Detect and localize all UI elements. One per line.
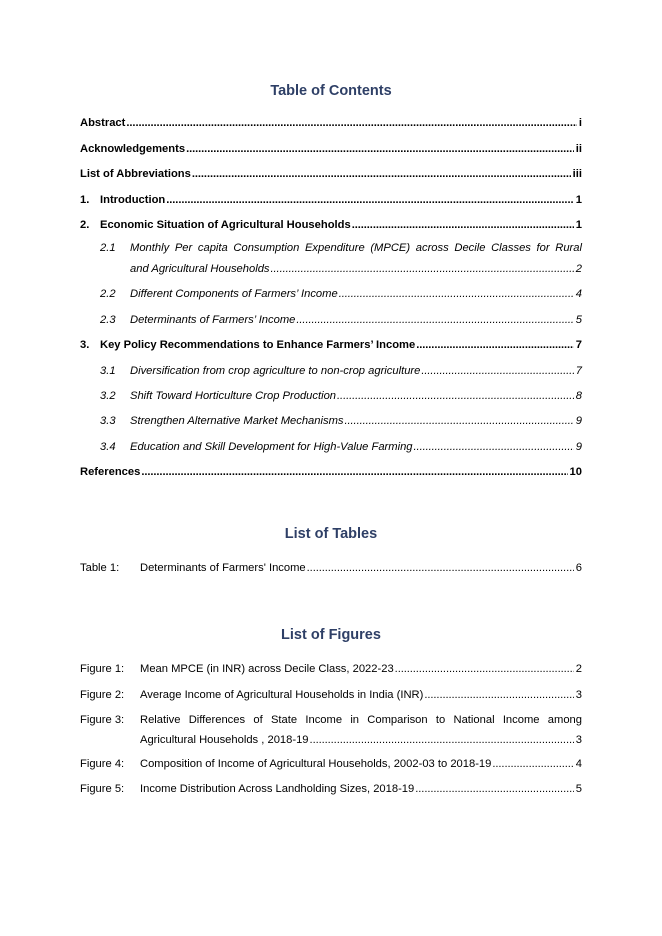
figure-entry-5[interactable] [80,782,582,796]
toc-entry-components[interactable] [100,287,582,301]
toc-entry-page: 7 [575,365,582,377]
toc-entry-number: 3.2 [100,390,116,402]
toc-entry-text-line2: and Agricultural Households [130,263,270,275]
figure-entry-page: 3 [575,734,582,746]
figure-entry-label: Figure 5: [80,783,125,795]
figure-entry-page: 4 [575,758,582,770]
toc-entry-text: Education and Skill Development for High-Value Farming [130,441,413,453]
dot-leader [166,193,574,207]
figure-entry-label: Figure 4: [80,758,125,770]
toc-entry-mpce-line2[interactable] [130,262,582,276]
figure-entry-text: Income Distribution Across Landholding Sizes, 2018-19 [140,783,415,795]
dot-leader [345,414,574,428]
toc-entry-abbreviations[interactable] [80,167,582,181]
dot-leader [310,733,574,747]
dot-leader [414,440,574,454]
toc-entry-text: Acknowledgements [80,143,186,155]
figure-entry-1[interactable] [80,662,582,676]
toc-entry-text: Different Components of Farmers’ Income [130,288,338,300]
toc-entry-page: 1 [575,194,582,206]
figure-entry-page: 3 [575,689,582,701]
toc-entry-references[interactable] [80,465,582,479]
toc-entry-number: 3.4 [100,441,116,453]
toc-entry-page: 5 [575,314,582,326]
toc-entry-page: 9 [575,441,582,453]
toc-entry-text: Diversification from crop agriculture to non-crop agriculture [130,365,421,377]
toc-entry-text: Determinants of Farmers’ Income [130,314,296,326]
toc-entry-text: Abstract [80,117,126,129]
toc-entry-page: 4 [575,288,582,300]
toc-entry-text: List of Abbreviations [80,168,191,180]
table-entry-label: Table 1: [80,562,120,574]
toc-entry-economic-situation[interactable] [80,218,582,232]
dot-leader [395,662,574,676]
toc-entry-number: 2.3 [100,314,116,326]
toc-entry-number: 3. [80,339,90,351]
dot-leader [421,364,573,378]
dot-leader [141,465,567,479]
toc-entry-page: i [578,117,582,129]
figure-entry-text-line2: Agricultural Households , 2018-19 [140,734,309,746]
figure-entry-text: Average Income of Agricultural Households in India (INR) [140,689,424,701]
list-of-tables-title: List of Tables [284,526,378,542]
toc-entry-text: Introduction [100,194,166,206]
figure-entry-2[interactable] [80,688,582,702]
toc-entry-abstract[interactable] [80,116,582,130]
dot-leader [339,287,574,301]
toc-title: Table of Contents [270,83,392,99]
figure-entry-page: 5 [575,783,582,795]
toc-entry-number: 2.2 [100,288,116,300]
toc-entry-page: 2 [575,263,582,275]
figure-entry-4[interactable] [80,757,582,771]
dot-leader [416,338,574,352]
toc-entry-page: 10 [569,466,582,478]
toc-entry-page: 8 [575,390,582,402]
toc-entry-text-line1: Monthly Per capita Consumption Expenditure (MPCE) across Decile Classes for Rural [130,242,582,254]
dot-leader [271,262,574,276]
toc-entry-text: References [80,466,141,478]
toc-entry-determinants[interactable] [100,313,582,327]
dot-leader [352,218,574,232]
figure-entry-page: 2 [575,663,582,675]
toc-entry-horticulture[interactable] [100,389,582,403]
toc-entry-page: 1 [575,219,582,231]
dot-leader [126,116,577,130]
table-entry-page: 6 [575,562,582,574]
table-entry-1[interactable] [80,561,582,575]
dot-leader [492,757,573,771]
toc-entry-text: Key Policy Recommendations to Enhance Farmers’ Income [100,339,416,351]
toc-entry-number: 3.1 [100,365,116,377]
dot-leader [296,313,573,327]
toc-entry-number: 2. [80,219,90,231]
list-of-figures-title: List of Figures [281,627,381,643]
toc-entry-diversification[interactable] [100,364,582,378]
toc-entry-introduction[interactable] [80,193,582,207]
dot-leader [186,142,574,156]
dot-leader [424,688,573,702]
figure-entry-label: Figure 2: [80,689,125,701]
figure-entry-text-line1: Relative Differences of State Income in Comparison to National Income among [140,714,582,726]
toc-entry-number: 2.1 [100,242,116,254]
dot-leader [415,782,574,796]
toc-entry-page: iii [572,168,582,180]
toc-entry-page: ii [575,143,582,155]
toc-entry-number: 1. [80,194,90,206]
toc-entry-market-mechanisms[interactable] [100,414,582,428]
toc-entry-page: 7 [575,339,582,351]
toc-entry-education[interactable] [100,440,582,454]
figure-entry-label: Figure 3: [80,714,125,726]
toc-entry-text: Strengthen Alternative Market Mechanisms [130,415,344,427]
toc-entry-policy-recommendations[interactable] [80,338,582,352]
toc-entry-number: 3.3 [100,415,116,427]
table-entry-text: Determinants of Farmers' Income [140,562,306,574]
figure-entry-text: Composition of Income of Agricultural Households, 2002-03 to 2018-19 [140,758,492,770]
toc-entry-text: Shift Toward Horticulture Crop Production [130,390,337,402]
figure-entry-3-line2[interactable] [140,733,582,747]
toc-entry-page: 9 [575,415,582,427]
dot-leader [337,389,574,403]
figure-entry-text: Mean MPCE (in INR) across Decile Class, 2022-23 [140,663,394,675]
dot-leader [192,167,571,181]
toc-entry-acknowledgements[interactable] [80,142,582,156]
toc-entry-text: Economic Situation of Agricultural Households [100,219,351,231]
dot-leader [307,561,574,575]
figure-entry-label: Figure 1: [80,663,125,675]
